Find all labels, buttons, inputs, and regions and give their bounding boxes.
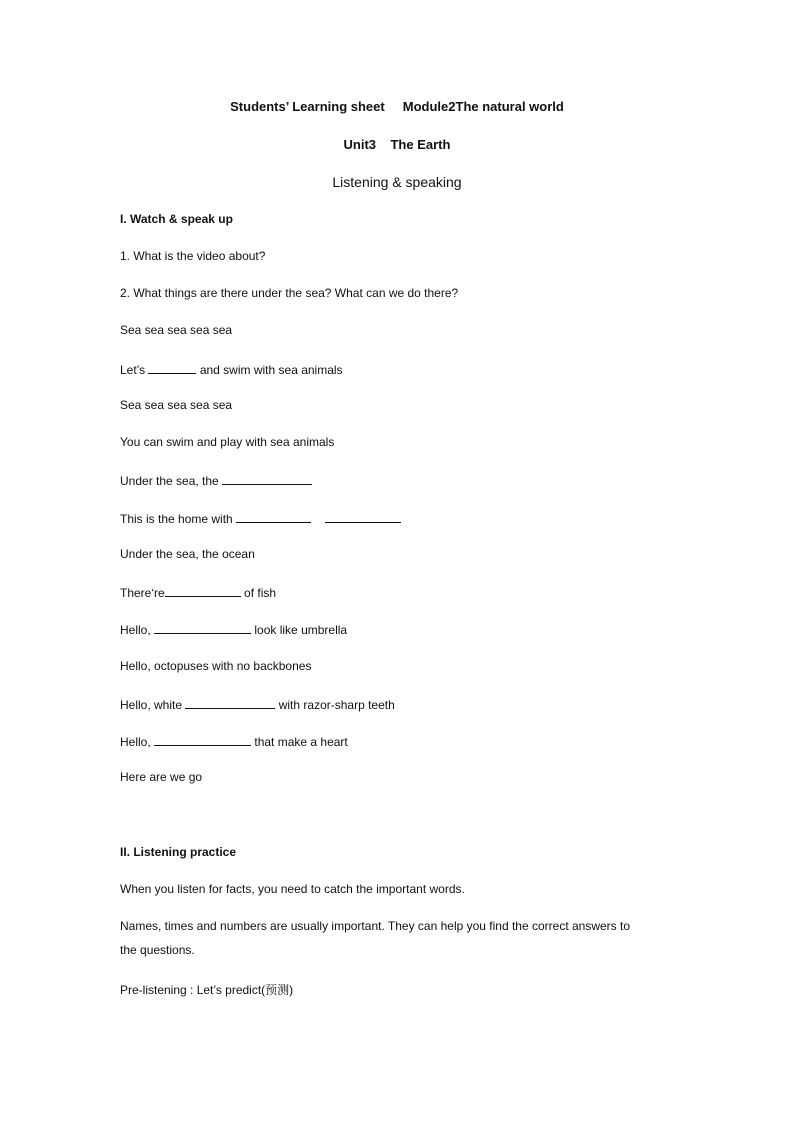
song-line-1: Sea sea sea sea sea <box>120 323 233 337</box>
listening-tip-1: When you listen for facts, you need to catch the important words. <box>120 882 465 896</box>
listening-tip-2-line-2: the questions. <box>120 943 195 957</box>
fill-blank-8[interactable] <box>154 733 251 746</box>
song-line-6-start: This is the home with <box>120 512 233 526</box>
question-2: 2. What things are there under the sea? What can we do there? <box>120 286 459 300</box>
section1-heading: I. Watch & speak up <box>120 212 233 226</box>
song-line-10: Hello, octopuses with no backbones <box>120 659 312 673</box>
song-line-12-end: that make a heart <box>254 735 348 749</box>
song-line-12 <box>120 733 348 749</box>
song-line-5 <box>120 472 312 488</box>
sheet-title-right: Module2The natural world <box>402 99 564 114</box>
section2-heading: II. Listening practice <box>120 845 237 859</box>
sheet-title-left: Students’ Learning sheet <box>230 99 385 114</box>
lesson-subtitle: Listening & speaking <box>332 174 462 190</box>
song-line-9-end: look like umbrella <box>254 623 348 637</box>
fill-blank-5[interactable] <box>165 584 241 597</box>
song-line-9 <box>120 621 347 637</box>
song-line-2-start: Let’s <box>120 363 146 377</box>
song-line-11 <box>120 696 395 712</box>
song-line-5-start: Under the sea, the <box>120 474 219 488</box>
unit-title: The Earth <box>390 137 451 152</box>
sheet-title <box>0 99 794 114</box>
fill-blank-3[interactable] <box>236 510 311 523</box>
fill-blank-7[interactable] <box>185 696 275 709</box>
song-line-12-start: Hello, <box>120 735 151 749</box>
fill-blank-6[interactable] <box>154 621 251 634</box>
song-line-11-end: with razor-sharp teeth <box>278 698 395 712</box>
song-line-8-start: There‘re <box>120 586 165 600</box>
fill-blank-1[interactable] <box>148 361 196 374</box>
fill-blank-4[interactable] <box>325 510 401 523</box>
song-line-8 <box>120 584 276 600</box>
song-line-13: Here are we go <box>120 770 203 784</box>
song-line-3: Sea sea sea sea sea <box>120 398 233 412</box>
song-line-11-start: Hello, white <box>120 698 183 712</box>
unit-label: Unit3 <box>343 137 377 152</box>
fill-blank-2[interactable] <box>222 472 312 485</box>
song-line-2 <box>120 361 343 377</box>
song-line-7: Under the sea, the ocean <box>120 547 255 561</box>
unit-heading <box>0 137 794 152</box>
song-line-9-start: Hello, <box>120 623 151 637</box>
song-line-8-end: of fish <box>244 586 277 600</box>
song-line-2-end: and swim with sea animals <box>199 363 343 377</box>
pre-listening-label: Pre-listening : Let’s predict(预测) <box>120 983 294 997</box>
question-1: 1. What is the video about? <box>120 249 266 263</box>
song-line-4: You can swim and play with sea animals <box>120 435 335 449</box>
listening-tip-2-line-1: Names, times and numbers are usually important. They can help you find the correct answers to <box>120 919 631 933</box>
song-line-6 <box>120 510 401 526</box>
